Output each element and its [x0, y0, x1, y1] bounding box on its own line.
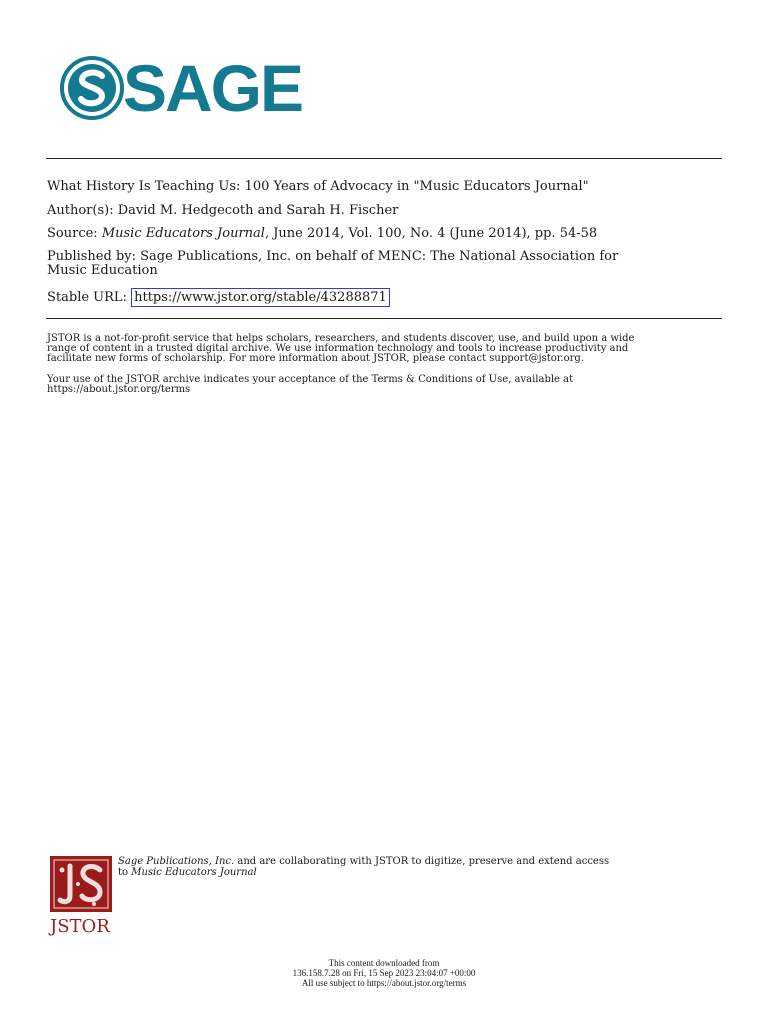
footer-line-2: 136.158.7.28 on Fri, 15 Sep 2023 23:04:07 +00:00 — [292, 968, 476, 978]
published-value-2: Music Education — [47, 263, 158, 278]
jstor-notice-paragraph — [47, 334, 727, 364]
collab-to: to — [118, 867, 132, 878]
authors-line — [47, 204, 398, 218]
published-line — [47, 250, 618, 264]
terms-paragraph — [47, 375, 727, 395]
jstor-logo-text: JSTOR — [50, 916, 110, 937]
collab-middle: and are collaborating with JSTOR to digitize, preserve and extend access — [234, 856, 610, 867]
source-line — [47, 227, 597, 241]
stable-url-line — [47, 291, 390, 305]
notice-line: JSTOR is a not-for-profit service that helps scholars, researchers, and students discover, use, and build upon a wide — [47, 333, 635, 344]
notice-line: range of content in a trusted digital archive. We use information technology and tools to increase productivity and — [47, 343, 629, 354]
middle-divider — [46, 318, 722, 319]
source-label: Source: — [47, 226, 98, 241]
collaboration-line-2 — [118, 867, 718, 878]
jstor-logo — [50, 856, 112, 937]
terms-line: Your use of the JSTOR archive indicates your acceptance of the Terms & Conditions of Use, available at — [47, 374, 574, 385]
terms-link[interactable]: https://about.jstor.org/terms — [47, 384, 191, 395]
collaboration-statement — [118, 856, 718, 878]
collaboration-line-1 — [118, 856, 718, 867]
authors-label: Author(s): — [47, 203, 114, 218]
published-value-1: Sage Publications, Inc. on behalf of MENC: The National Association for — [140, 249, 619, 264]
sage-logo — [60, 51, 303, 125]
sage-logo-text: SAGE — [123, 51, 303, 125]
notice-line: facilitate new forms of scholarship. For more information about JSTOR, please contact support@jstor.org. — [47, 353, 584, 364]
collab-journal: Music Educators Journal — [131, 867, 257, 878]
top-divider — [46, 158, 722, 159]
article-title: What History Is Teaching Us: 100 Years of Advocacy in "Music Educators Journal" — [47, 179, 589, 194]
jstor-emblem-icon — [50, 856, 112, 912]
sage-s-circle-icon — [60, 56, 124, 120]
footer-line-3: All use subject to https://about.jstor.org/terms — [301, 978, 467, 988]
source-journal: Music Educators Journal — [101, 226, 265, 241]
published-label: Published by: — [47, 249, 136, 264]
download-footer — [0, 958, 768, 988]
source-details: , June 2014, Vol. 100, No. 4 (June 2014), pp. 54-58 — [264, 226, 598, 241]
collab-publisher: Sage Publications, Inc. — [118, 856, 235, 867]
stable-url-link[interactable]: https://www.jstor.org/stable/43288871 — [131, 288, 390, 307]
footer-line-1: This content downloaded from — [328, 958, 440, 968]
authors-value: David M. Hedgecoth and Sarah H. Fischer — [117, 203, 399, 218]
stable-url-label: Stable URL: — [47, 290, 127, 305]
